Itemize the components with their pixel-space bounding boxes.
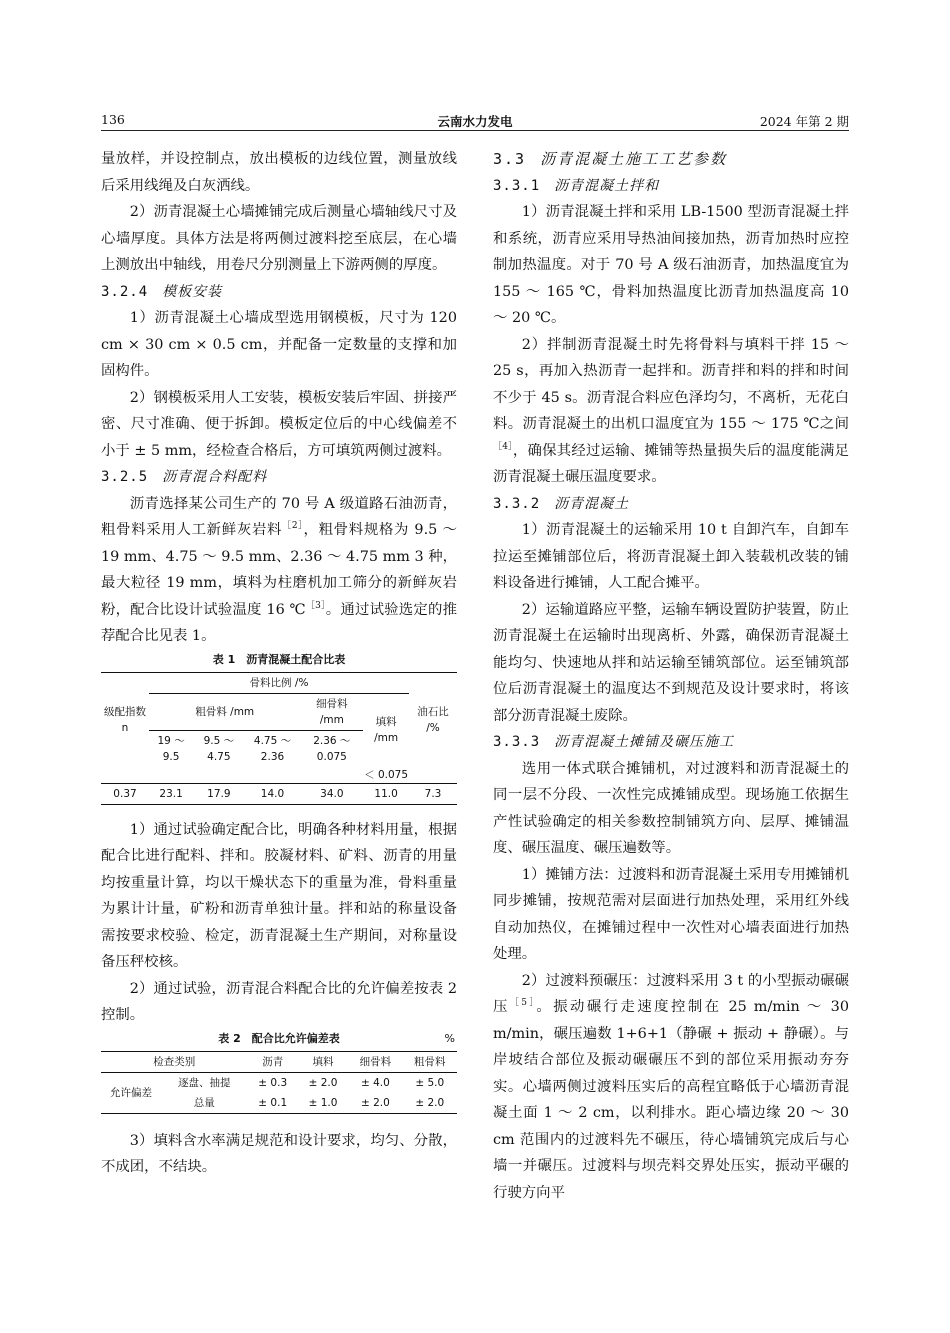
section-title: 沥青混合料配料 <box>162 469 268 485</box>
section-heading-3-3 <box>493 146 849 173</box>
paragraph: 沥青选择某公司生产的 70 号 A 级道路石油沥青，粗骨料采用人工新鲜灰岩料$^{[2]}$，粗骨料规格为 9.5 ～ 19 mm、4.75 ～ 9.5 mm、2.36 ～ 4.75 mm 3 种，最大粒径 19 mm，填料为柱磨机加工筛分的新鲜灰岩粉，配合比设计试验温度 16 ℃$^{[3]}$。通过试验选定的推荐配合比见表 1。 <box>101 495 457 644</box>
table-cell: 23.1 <box>159 787 183 800</box>
table-header-cell: 填料 /mm <box>374 716 399 744</box>
paragraph: 2）钢模板采用人工安装，模板安装后牢固、拼接严密、尺寸准确、便于拆卸。模板定位后的中心线偏差不小于 ± 5 mm，经检查合格后，方可填筑两侧过渡料。 <box>101 389 457 459</box>
table-header-cell: 2.36 ～ 0.075 <box>313 734 351 763</box>
table-header-cell: 粗骨料 /mm <box>149 693 301 730</box>
section-heading-3-3-3 <box>493 729 849 756</box>
table-header-cell: 骨料比例 /% <box>149 672 409 693</box>
table-header-cell: 4.75 ～ 2.36 <box>253 734 292 763</box>
table-header-cell: 填料 <box>312 1055 334 1068</box>
section-number: 3.2.4 <box>101 283 149 300</box>
table-header-cell: 9.5 ～ 4.75 <box>203 734 235 763</box>
journal-title: 云南水力发电 <box>437 114 513 129</box>
paragraph: 量放样，并设控制点，放出模板的边线位置，测量放线后采用线绳及白灰洒线。 <box>101 151 457 194</box>
citation: ［2］ <box>282 521 304 532</box>
table-cell: 7.3 <box>424 787 442 800</box>
paragraph: 1）摊铺方法：过渡料和沥青混凝土采用专用摊铺机同步摊铺，按规范需对层面进行加热处理，采用红外线自动加热仪，在摊铺过程中一次性对心墙表面进行加热处理。 <box>493 866 849 962</box>
page-header <box>101 108 849 130</box>
paragraph: 选用一体式联合摊铺机，对过渡料和沥青混凝土的同一层不分段、一次性完成摊铺成型。现场施工依据生产性试验确定的相关参数控制铺筑方向、层厚、摊铺温度、碾压温度、碾压遍数等。 <box>493 760 849 856</box>
table-cell: 总量 <box>193 1096 215 1109</box>
table-header-cell: 细骨料 /mm <box>301 693 364 730</box>
citation: ［4］ <box>493 441 513 452</box>
issue-label: 2024 年第 2 期 <box>759 114 849 129</box>
table-cell: 17.9 <box>207 787 231 800</box>
table-header-cell: 细骨料 <box>359 1055 392 1068</box>
table-cell: ± 2.0 <box>360 1096 390 1109</box>
table-cell: 0.37 <box>113 787 137 800</box>
paragraph: 2）拌制沥青混凝土时先将骨料与填料干拌 15 ～ 25 s，再加入热沥青一起拌和。沥青拌和料的拌和时间不少于 45 s。沥青混合料应色泽均匀，不离析，无花白料。沥青混凝土的出机口温度宜为 155 ～ 175 ℃之间$^{[4]}$，确保其经过运输、摊铺等热量损失后的温度能满足沥青混凝土碾压温度要求。 <box>493 336 849 485</box>
section-number: 3.3.3 <box>493 734 541 750</box>
section-title: 模板安装 <box>162 283 223 300</box>
paragraph: 1）通过试验确定配合比，明确各种材料用量，根据配合比进行配料、拌和。胶凝材料、矿料、沥青的用量均按重量计算，均以干燥状态下的重量为准，骨料重量为累计计量，矿粉和沥青单独计量。拌和站的称量设备需按要求校验、检定，沥青混凝土生产期间，对称量设备压秤校核。 <box>101 821 457 970</box>
table-cell: 11.0 <box>374 787 398 800</box>
table-cell: 允许偏差 <box>110 1086 152 1099</box>
section-title: 沥青混凝土拌和 <box>554 177 660 194</box>
table-header-cell: 粗骨料 <box>414 1055 446 1068</box>
table-cell: ± 0.1 <box>258 1096 288 1109</box>
paragraph: 1）沥青混凝土心墙成型选用钢模板，尺寸为 120 cm × 30 cm × 0.5 cm，并配备一定数量的支撑和加固构件。 <box>101 310 457 379</box>
section-number: 3.2.5 <box>101 469 149 485</box>
table-cell: ± 0.3 <box>258 1076 288 1089</box>
table-header-cell: 检查类别 <box>153 1055 196 1068</box>
table2-caption: 表 2 配合比允许偏差表 % <box>218 1031 455 1045</box>
table-header-cell: 19 ～ 9.5 <box>157 734 185 763</box>
citation: ［3］ <box>305 600 326 611</box>
right-column <box>493 146 849 1206</box>
section-heading-3-2-5 <box>101 464 457 491</box>
table-cell: 逐盘、抽提 <box>178 1076 231 1089</box>
section-number: 3.3.1 <box>493 177 541 194</box>
section-heading-3-3-2 <box>493 491 849 518</box>
table-header-cell: ＜ 0.075 <box>364 768 409 781</box>
section-title: 沥青混凝土施工工艺参数 <box>540 150 728 168</box>
table1 <box>101 672 457 805</box>
section-heading-3-3-1 <box>493 173 849 200</box>
paragraph: 2）沥青混凝土心墙摊铺完成后测量心墙轴线尺寸及心墙厚度。具体方法是将两侧过渡料挖至底层，在心墙上测放出中轴线，用卷尺分别测量上下游两侧的厚度。 <box>101 204 457 273</box>
header-rule <box>101 130 849 131</box>
table-header-cell: 沥青 <box>262 1055 284 1068</box>
table-cell: 14.0 <box>260 787 285 800</box>
paragraph: 2）通过试验，沥青混合料配合比的允许偏差按表 2 控制。 <box>101 980 457 1023</box>
section-title: 沥青混凝土摊铺及碾压施工 <box>554 734 735 750</box>
paragraph: 3）填料含水率满足规范和设计要求，均匀、分散，不成团，不结块。 <box>101 1132 457 1175</box>
table-cell: ± 4.0 <box>360 1076 390 1089</box>
paragraph: 2）过渡料预碾压：过渡料采用 3 t 的小型振动碾碾压$^{[5]}$。振动碾行走速度控制在 25 m/min ～ 30 m/min，碾压遍数 1+6+1（静碾 + 振动 + 静碾）。与岸坡结合部位及振动碾碾压不到的部位采用振动夯夯实。心墙两侧过渡料压实后的高程宜略低于心墙沥青混凝土面 1 ～ 2 cm，以利排水。距心墙边缘 20 ～ 30 cm 范围内的过渡料先不碾压，待心墙铺筑完成后与心墙一并碾压。过渡料与坝壳料交界处压实，振动平碾的行驶方向平 <box>493 972 849 1201</box>
table-cell: 34.0 <box>320 787 344 800</box>
paragraph: 2）运输道路应平整，运输车辆设置防护装置，防止沥青混凝土在运输时出现离析、外露，确保沥青混凝土能均匀、快速地从拌和站运输至铺筑部位。运至铺筑部位后沥青混凝土的温度达不到规范及设计要求时，将该部分沥青混凝土废除。 <box>493 601 849 724</box>
table-cell: ± 2.0 <box>415 1096 445 1109</box>
paragraph: 1）沥青混凝土的运输采用 10 t 自卸汽车，自卸车拉运至摊铺部位后，将沥青混凝土卸入装载机改装的铺料设备进行摊铺，人工配合摊平。 <box>493 522 849 591</box>
left-column <box>101 146 457 1181</box>
page-number: 136 <box>101 112 125 127</box>
table2 <box>101 1051 457 1114</box>
section-number: 3.3 <box>493 150 527 168</box>
section-heading-3-2-4 <box>101 279 457 306</box>
table-header-cell: 级配指数 n <box>104 705 146 734</box>
paragraph: 1）沥青混凝土拌和采用 LB-1500 型沥青混凝土拌和系统，沥青应采用导热油间接加热，沥青加热时应控制加热温度。对于 70 号 A 级石油沥青，加热温度宜为 155 ～ 165 ℃，骨料加热温度比沥青加热温度高 10 ～ 20 ℃。 <box>493 204 849 326</box>
table-cell: ± 1.0 <box>308 1096 338 1109</box>
table-header-cell: 油石比 /% <box>417 705 449 734</box>
section-number: 3.3.2 <box>493 495 541 512</box>
table2-unit: % <box>444 1031 455 1045</box>
table-cell: ± 5.0 <box>415 1076 445 1089</box>
table1-caption: 表 1 沥青混凝土配合比表 <box>212 652 346 666</box>
table-cell: ± 2.0 <box>308 1076 338 1089</box>
citation: ［5］ <box>509 998 537 1009</box>
section-title: 沥青混凝土 <box>554 495 630 512</box>
